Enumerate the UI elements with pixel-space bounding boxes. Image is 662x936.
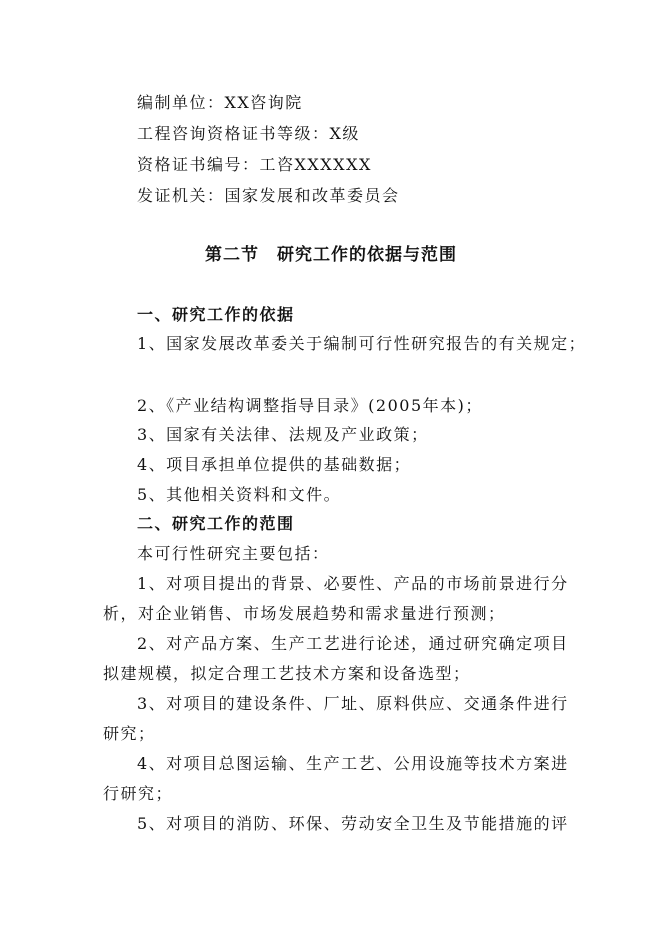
basis-heading: 一、研究工作的依据: [137, 305, 295, 324]
basis-item: 4、项目承担单位提供的基础数据；: [137, 455, 412, 474]
basis-item: 1、国家发展改革委关于编制可行性研究报告的有关规定；: [137, 334, 587, 353]
scope-line: 1、对项目提出的背景、必要性、产品的市场前景进行分: [137, 574, 569, 593]
basis-item: 5、其他相关资料和文件。: [137, 485, 342, 504]
publisher-unit: 编制单位：XX咨询院: [137, 93, 303, 112]
scope-line: 3、对项目的建设条件、厂址、原料供应、交通条件进行: [137, 694, 569, 713]
scope-line: 行研究；: [103, 784, 174, 803]
scope-line: 5、对项目的消防、环保、劳动安全卫生及节能措施的评: [137, 814, 569, 833]
scope-heading: 二、研究工作的范围: [137, 514, 295, 533]
scope-line: 拟建规模，拟定合理工艺技术方案和设备选型；: [103, 664, 471, 683]
section-title: 第二节 研究工作的依据与范围: [205, 245, 457, 265]
scope-line: 研究；: [103, 724, 156, 743]
qualification-grade: 工程咨询资格证书等级：X级: [137, 124, 360, 143]
scope-line: 2、对产品方案、生产工艺进行论述，通过研究确定项目: [137, 634, 569, 653]
basis-item: 3、国家有关法律、法规及产业政策；: [137, 425, 429, 444]
scope-intro: 本可行性研究主要包括：: [137, 544, 330, 563]
issuing-authority: 发证机关：国家发展和改革委员会: [137, 186, 400, 205]
certificate-number: 资格证书编号：工咨XXXXXX: [137, 155, 372, 174]
scope-line: 析，对企业销售、市场发展趋势和需求量进行预测；: [103, 604, 506, 623]
scope-line: 4、对项目总图运输、生产工艺、公用设施等技术方案进: [137, 754, 569, 773]
basis-item: 2、《产业结构调整指导目录》(2005年本)；: [137, 396, 483, 415]
